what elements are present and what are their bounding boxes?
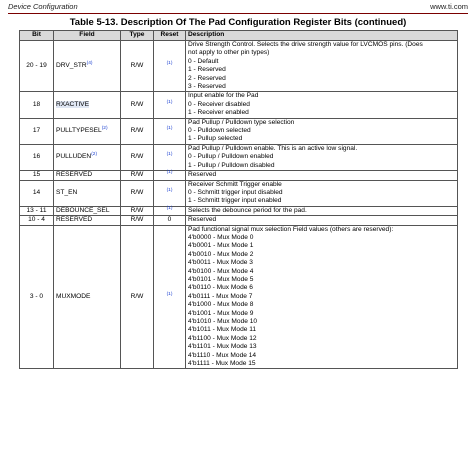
cell-field: [54, 118, 121, 144]
footnote-ref[interactable]: (1): [166, 291, 173, 297]
description-line: 0 - Receiver disabled: [188, 100, 250, 108]
cell-description: [186, 92, 458, 118]
cell-field: [54, 144, 121, 170]
description-line: 4'b0101 - Mux Mode 5: [188, 275, 254, 283]
table-row: [20, 92, 458, 118]
description-line: 1 - Schmitt trigger input enabled: [188, 197, 282, 205]
cell-bit: 20 - 19: [20, 41, 54, 92]
column-header-bit: Bit: [20, 31, 54, 41]
site-link[interactable]: www.ti.com: [430, 2, 468, 11]
table-body: [20, 41, 458, 369]
table-title: Table 5-13. Description Of The Pad Configuration Register Bits (continued): [69, 17, 407, 28]
cell-reset: [154, 180, 186, 206]
table-row: [20, 41, 458, 92]
cell-description: [186, 118, 458, 144]
cell-type: R/W: [121, 216, 154, 225]
cell-bit: 17: [20, 118, 54, 144]
description-line: 4'b0001 - Mux Mode 1: [188, 242, 254, 250]
description-line: 4'b0111 - Mux Mode 7: [188, 292, 253, 300]
footnote-ref[interactable]: (1): [166, 169, 173, 175]
description-line: Pad functional signal mux selection Field values (others are reserved):: [188, 225, 394, 233]
description-line: 1 - Pullup selected: [188, 135, 243, 143]
cell-description: [186, 41, 458, 92]
cell-reset: [154, 206, 186, 215]
cell-reset: [154, 92, 186, 118]
description-line: 0 - Pulldown selected: [188, 127, 251, 135]
description-line: Selects the debounce period for the pad.: [188, 206, 307, 214]
column-header-field: Field: [54, 31, 121, 41]
table-row: [20, 171, 458, 180]
cell-field: [54, 171, 121, 180]
cell-type: R/W: [121, 92, 154, 118]
cell-field: [54, 216, 121, 225]
description-line: Reserved: [188, 216, 217, 224]
description-line: Reserved: [188, 171, 217, 179]
description-line: Input enable for the Pad: [188, 92, 259, 100]
cell-type: R/W: [121, 41, 154, 92]
cell-field: [54, 206, 121, 215]
cell-field: [54, 92, 121, 118]
description-line: not apply to other pin types): [188, 49, 270, 57]
footnote-ref[interactable]: (2): [101, 125, 108, 131]
description-line: 4'b0000 - Mux Mode 0: [188, 233, 254, 241]
cell-description: [186, 206, 458, 215]
description-line: 3 - Reserved: [188, 83, 226, 91]
description-line: 4'b1101 - Mux Mode 13: [188, 343, 257, 351]
cell-type: R/W: [121, 118, 154, 144]
description-line: 4'b1100 - Mux Mode 12: [188, 334, 257, 342]
description-line: 1 - Receiver enabled: [188, 109, 249, 117]
footnote-ref[interactable]: (1): [166, 152, 173, 158]
footnote-ref[interactable]: (1): [166, 205, 173, 211]
table-row: [20, 144, 458, 170]
page-header: [8, 2, 468, 14]
table-row: [20, 118, 458, 144]
table-header-row: [20, 31, 458, 41]
cell-reset: [154, 216, 186, 225]
description-line: 2 - Reserved: [188, 74, 226, 82]
register-bits-table: [19, 30, 458, 369]
cell-bit: 14: [20, 180, 54, 206]
description-line: 4'b1001 - Mux Mode 9: [188, 309, 254, 317]
column-header-type: Type: [121, 31, 154, 41]
field-name: DEBOUNCE_SEL: [56, 206, 110, 214]
cell-field: [54, 225, 121, 369]
cell-type: R/W: [121, 171, 154, 180]
field-name: RESERVED: [56, 216, 93, 224]
cell-type: R/W: [121, 180, 154, 206]
table-row: [20, 180, 458, 206]
footnote-ref[interactable]: (1): [166, 99, 173, 105]
field-name: DRV_STR: [56, 62, 87, 70]
description-line: 4'b0100 - Mux Mode 4: [188, 267, 254, 275]
cell-bit: 15: [20, 171, 54, 180]
field-name: RXACTIVE: [56, 100, 89, 108]
cell-description: [186, 216, 458, 225]
footnote-ref[interactable]: (1): [166, 125, 173, 131]
cell-bit: 13 - 11: [20, 206, 54, 215]
table-row: [20, 216, 458, 225]
description-line: 4'b1000 - Mux Mode 8: [188, 301, 254, 309]
description-line: 4'b1110 - Mux Mode 14: [188, 351, 257, 359]
description-line: Pad Pullup / Pulldown type selection: [188, 118, 295, 126]
description-line: 4'b0010 - Mux Mode 2: [188, 250, 254, 258]
footnote-ref[interactable]: (4): [86, 60, 93, 66]
description-line: 4'b1111 - Mux Mode 15: [188, 360, 256, 368]
column-header-reset: Reset: [154, 31, 186, 41]
field-name: ST_EN: [56, 188, 78, 196]
cell-bit: 3 - 0: [20, 225, 54, 369]
column-header-description: Description: [186, 31, 458, 41]
cell-type: R/W: [121, 225, 154, 369]
description-line: 1 - Pullup / Pulldown disabled: [188, 161, 275, 169]
cell-reset: [154, 118, 186, 144]
cell-reset: [154, 171, 186, 180]
cell-type: R/W: [121, 206, 154, 215]
description-line: 1 - Reserved: [188, 66, 226, 74]
cell-reset: [154, 41, 186, 92]
cell-bit: 18: [20, 92, 54, 118]
cell-reset: [154, 144, 186, 170]
cell-bit: 16: [20, 144, 54, 170]
description-line: 0 - Default: [188, 57, 219, 65]
cell-description: [186, 171, 458, 180]
description-line: 4'b1011 - Mux Mode 11: [188, 326, 257, 334]
description-line: 0 - Pullup / Pulldown enabled: [188, 153, 274, 161]
cell-type: R/W: [121, 144, 154, 170]
footnote-ref[interactable]: (1): [166, 187, 173, 193]
field-name: PULLTYPESEL: [56, 127, 102, 135]
description-line: 0 - Schmitt trigger input disabled: [188, 188, 283, 196]
reset-value: 0: [167, 216, 172, 224]
table-row: [20, 206, 458, 215]
description-line: Receiver Schmitt Trigger enable: [188, 180, 282, 188]
footnote-ref[interactable]: (1): [166, 60, 173, 66]
field-name: PULLUDEN: [56, 153, 92, 161]
field-name: RESERVED: [56, 171, 93, 179]
cell-field: [54, 180, 121, 206]
cell-description: [186, 225, 458, 369]
description-line: 4'b0110 - Mux Mode 6: [188, 284, 253, 292]
description-line: 4'b1010 - Mux Mode 10: [188, 318, 258, 325]
field-name: MUXMODE: [56, 292, 91, 300]
cell-description: [186, 144, 458, 170]
description-line: Drive Strength Control. Selects the drive strength value for LVCMOS pins. (Does: [188, 41, 423, 48]
cell-description: [186, 180, 458, 206]
cell-reset: [154, 225, 186, 369]
cell-field: [54, 41, 121, 92]
footnote-ref[interactable]: (2): [91, 152, 98, 158]
table-row: [20, 225, 458, 369]
cell-bit: 10 - 4: [20, 216, 54, 225]
description-line: 4'b0011 - Mux Mode 3: [188, 259, 253, 267]
description-line: Pad Pullup / Pulldown enable. This is an active low signal.: [188, 144, 358, 152]
section-name: Device Configuration: [8, 2, 78, 11]
